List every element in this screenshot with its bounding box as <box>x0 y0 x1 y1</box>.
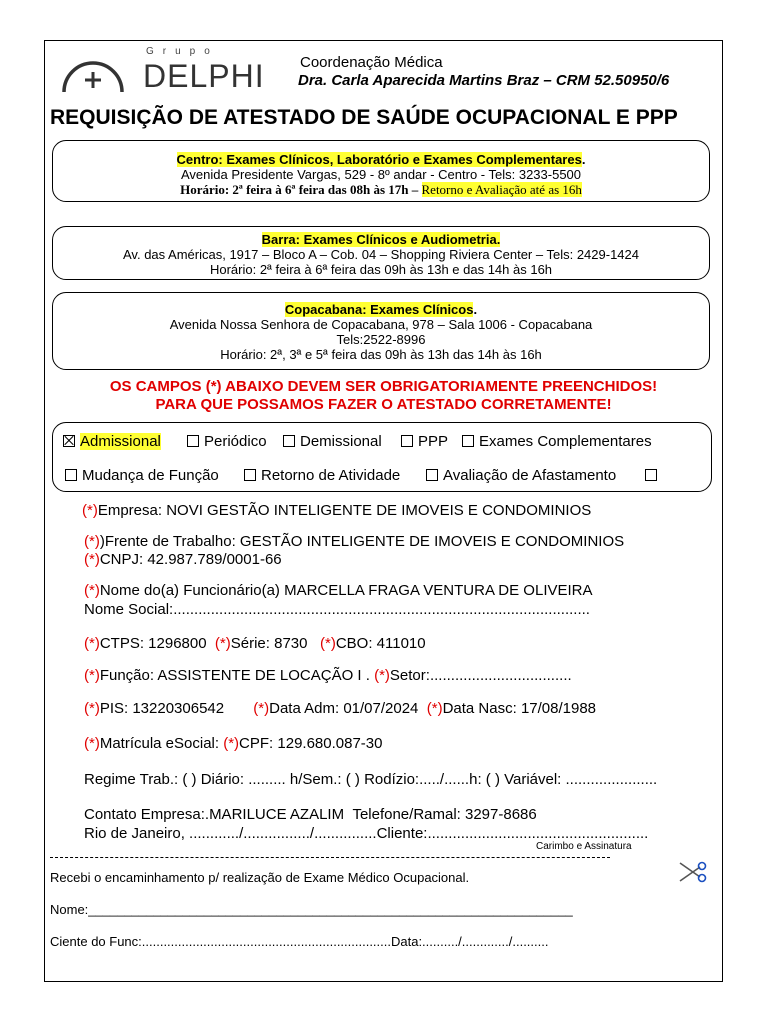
copacabana-hours: Horário: 2ª, 3ª e 5ª feira das 09h às 13h das 14h às 16h <box>220 347 542 362</box>
logo-name: DELPHI <box>143 58 265 94</box>
centro-title: Centro: Exames Clínicos, Laboratório e Exames Complementares <box>176 152 582 167</box>
copacabana-address: Avenida Nossa Senhora de Copacabana, 978 – Sala 1006 - Copacabana <box>169 317 593 332</box>
field-cnpj: (*)CNPJ: 42.987.789/0001-66 <box>84 551 282 568</box>
location-barra <box>52 226 710 280</box>
receipt-text: Recebi o encaminhamento p/ realização de Exame Médico Ocupacional. <box>50 870 470 885</box>
field-matricula-cpf: (*)Matrícula eSocial: (*)CPF: 129.680.087-30 <box>84 735 383 752</box>
location-copacabana: Copacabana: Exames Clínicos. Avenida Nossa Senhora de Copacabana, 978 – Sala 1006 - Copacabana Tels:2522-8996 Horário: 2ª, 3ª e 5ª feira das 09h às 13h das 14h às 16h <box>52 292 710 370</box>
option-mudanca[interactable]: Mudança de Função <box>65 467 219 484</box>
checkbox-icon[interactable] <box>462 435 474 447</box>
centro-address: Avenida Presidente Vargas, 529 - 8º andar - Centro - Tels: 3233-5500 <box>180 167 582 182</box>
receipt-name-line: Nome:___________________________________________________________________ <box>50 902 573 917</box>
checkbox-icon[interactable] <box>244 469 256 481</box>
field-empresa: (*)Empresa: NOVI GESTÃO INTELIGENTE DE IMOVEIS E CONDOMINIOS <box>82 502 592 519</box>
checkbox-icon[interactable] <box>426 469 438 481</box>
field-ctps-serie-cbo: (*)CTPS: 1296800 (*)Série: 8730 (*)CBO: 411010 <box>84 635 426 652</box>
field-contato-empresa: Contato Empresa:.MARILUCE AZALIM Telefone/Ramal: 3297-8686 <box>84 806 537 823</box>
option-admissional[interactable]: Admissional <box>63 433 161 450</box>
option-blank[interactable] <box>645 467 662 484</box>
checkbox-icon[interactable] <box>65 469 77 481</box>
centro-hours: Horário: 2ª feira à 6ª feira das 08h às 17h – Retorno e Avaliação até as 16h <box>180 182 582 197</box>
exam-type-box <box>52 422 712 492</box>
receipt-ciente-line: Ciente do Func:.....................................................................Data:........../............./.......... <box>50 934 549 949</box>
doctor-name: Dra. Carla Aparecida Martins Braz – CRM 52.50950/6 <box>298 72 670 89</box>
option-complementares[interactable]: Exames Complementares <box>462 433 652 450</box>
barra-title: Barra: Exames Clínicos e Audiometria. <box>261 232 501 247</box>
required-warning-1: OS CAMPOS (*) ABAIXO DEVEM SER OBRIGATORIAMENTE PREENCHIDOS! <box>109 378 658 395</box>
field-frente-trabalho: (*))Frente de Trabalho: GESTÃO INTELIGENTE DE IMOVEIS E CONDOMINIOS <box>84 533 625 550</box>
barra-address: Av. das Américas, 1917 – Bloco A – Cob. 04 – Shopping Riviera Center – Tels: 2429-1424 <box>123 247 639 262</box>
field-regime-trabalho: Regime Trab.: ( ) Diário: ......... h/Sem.: ( ) Rodízio:...../......h: ( ) Variável: ...................... <box>84 771 658 788</box>
field-local-data-cliente: Rio de Janeiro, ............/................/...............Cliente:..................................................... <box>84 825 649 842</box>
checkbox-icon[interactable] <box>187 435 199 447</box>
checkbox-icon[interactable] <box>645 469 657 481</box>
field-nome-funcionario: (*)Nome do(a) Funcionário(a) MARCELLA FRAGA VENTURA DE OLIVEIRA <box>84 582 593 599</box>
required-warning-2: PARA QUE POSSAMOS FAZER O ATESTADO CORRETAMENTE! <box>155 396 612 413</box>
copacabana-phones: Tels:2522-8996 <box>336 332 426 347</box>
option-ppp[interactable]: PPP <box>401 433 448 450</box>
field-funcao-setor: (*)Função: ASSISTENTE DE LOCAÇÃO I . (*)Setor:.................................. <box>84 667 572 684</box>
option-periodico[interactable]: Periódico <box>187 433 267 450</box>
copacabana-title: Copacabana: Exames Clínicos <box>284 302 474 317</box>
checkbox-icon[interactable] <box>283 435 295 447</box>
option-avaliacao[interactable]: Avaliação de Afastamento <box>426 467 616 484</box>
logo-group-text: Grupo <box>146 46 219 57</box>
field-nome-social: Nome Social:.................................................................................................... <box>84 601 590 618</box>
checkbox-checked-icon[interactable] <box>63 435 75 447</box>
coordination-label: Coordenação Médica <box>300 54 443 71</box>
carimbo-label: Carimbo e Assinatura <box>536 841 632 852</box>
barra-hours: Horário: 2ª feira à 6ª feira das 09h às 13h e das 14h às 16h <box>209 262 553 277</box>
checkbox-icon[interactable] <box>401 435 413 447</box>
location-centro: Centro: Exames Clínicos, Laboratório e Exames Complementares. Avenida Presidente Vargas, 529 - 8º andar - Centro - Tels: 3233-5500 Horário: 2ª feira à 6ª feira das 08h às 17h – Retorno e Avaliação até as 16h <box>52 140 710 202</box>
field-pis-datas: (*)PIS: 13220306542 (*)Data Adm: 01/07/2024 (*)Data Nasc: 17/08/1988 <box>84 700 597 717</box>
option-demissional[interactable]: Demissional <box>283 433 382 450</box>
delphi-logo-icon <box>60 52 126 94</box>
page-title: REQUISIÇÃO DE ATESTADO DE SAÚDE OCUPACIONAL E PPP <box>50 106 678 129</box>
option-retorno[interactable]: Retorno de Atividade <box>244 467 400 484</box>
cut-line <box>50 857 610 858</box>
scissors-icon <box>678 860 708 884</box>
